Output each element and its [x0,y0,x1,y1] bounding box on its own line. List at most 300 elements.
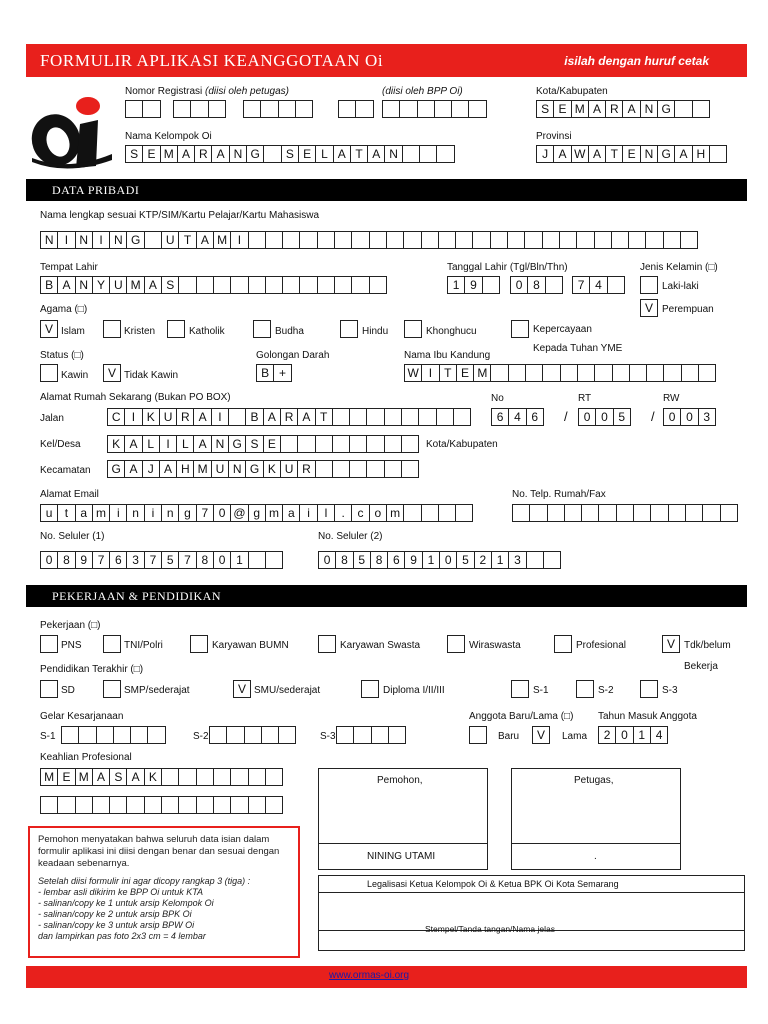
pek-pns-checkbox[interactable] [40,635,58,653]
char-box: R [194,145,212,163]
nama-label: Nama lengkap sesuai KTP/SIM/Kartu Pelajar/Kartu Mahasiswa [40,210,320,221]
reg-boxes-1[interactable] [125,100,160,118]
agama-khonghucu-checkbox[interactable] [404,320,422,338]
char-box [598,504,616,522]
status-tidak-checkbox[interactable]: V [103,364,121,382]
jk-laki-checkbox[interactable] [640,276,658,294]
char-box: 0 [40,551,58,569]
petugas-name: . [594,851,597,862]
char-box [366,460,384,478]
char-box [244,726,262,744]
char-box [702,504,720,522]
char-box: K [142,408,160,426]
char-box [547,504,565,522]
char-box [297,435,315,453]
char-box [709,145,727,163]
char-box: N [640,145,658,163]
char-box: S [161,276,179,294]
char-box [663,364,681,382]
kec-field[interactable] [107,460,418,478]
pek-pns-label: PNS [61,640,82,651]
char-box: G [657,100,675,118]
tempat-field[interactable] [40,276,386,294]
char-box: g [178,504,196,522]
declaration-box [28,826,300,958]
char-box [334,276,352,294]
char-box [576,231,594,249]
email-field[interactable] [40,504,472,522]
reg-boxes-4[interactable] [338,100,373,118]
char-box [681,364,699,382]
char-box [525,364,543,382]
char-box: 1 [422,551,440,569]
char-box: J [536,145,554,163]
char-box [490,364,508,382]
pek-tdk-label: Tdk/belum [684,640,731,651]
reg-boxes-5[interactable] [382,100,486,118]
kota-top-field[interactable] [536,100,709,118]
char-box [280,435,298,453]
form-title: FORMULIR APLIKASI KEANGGOTAAN Oi [40,51,384,70]
char-box: N [109,231,127,249]
char-box [421,504,439,522]
telp-field[interactable] [512,504,737,522]
petugas-line [512,843,680,844]
char-box [278,726,296,744]
char-box [349,460,367,478]
char-box [698,364,716,382]
char-box: 7 [196,504,214,522]
agama-budha-checkbox[interactable] [253,320,271,338]
provinsi-label: Provinsi [536,131,572,142]
char-box: S [536,100,554,118]
char-box [455,231,473,249]
char-box: E [298,145,316,163]
char-box: A [193,435,211,453]
pend-s3-label: S-3 [662,685,678,696]
char-box [351,276,369,294]
char-box: G [126,231,144,249]
char-box [508,364,526,382]
char-box [315,435,333,453]
char-box: C [107,408,125,426]
tgl-month-field[interactable] [510,276,562,294]
char-box: S [125,145,143,163]
stempel-label: Stempel/Tanda tangan/Nama jelas [425,924,555,934]
char-box [178,276,196,294]
goldar-type: B [256,364,274,382]
char-box: Y [92,276,110,294]
agama-kepercayaan-checkbox[interactable] [511,320,529,338]
char-box [388,726,406,744]
char-box [299,231,317,249]
char-box [419,145,437,163]
print-note: isilah dengan huruf cetak [564,54,709,68]
char-box: A [211,145,229,163]
char-box: W [404,364,422,382]
pek-swasta-label: Karyawan Swasta [340,640,421,651]
instr-line-6: dan lampirkan pas foto 2x3 cm = 4 lembar [38,931,206,941]
char-box [353,726,371,744]
pek-swasta-checkbox[interactable] [318,635,336,653]
jalan-field[interactable] [107,408,470,426]
kota-label: Kota/Kabupaten [426,439,498,450]
char-box [113,726,131,744]
char-box: M [193,460,211,478]
char-box [332,408,350,426]
char-box [384,460,402,478]
no-field[interactable] [491,408,543,426]
anggota-baru-label: Baru [498,731,520,742]
char-box [384,435,402,453]
char-box: E [622,145,640,163]
char-box: R [176,408,194,426]
char-box: t [57,504,75,522]
char-box: c [351,504,369,522]
char-box: 0 [213,551,231,569]
pek-bumn-label: Karyawan BUMN [212,640,289,651]
hp1-field[interactable] [40,551,282,569]
char-box [524,231,542,249]
char-box: 8 [57,551,75,569]
reg-boxes-3[interactable] [243,100,312,118]
status-label: Status (□) [40,350,84,361]
char-box [594,231,612,249]
char-box [607,276,625,294]
char-box [126,796,144,814]
char-box [265,796,283,814]
char-box: 7 [144,551,162,569]
char-box: M [126,276,144,294]
char-box [230,768,248,786]
char-box [315,460,333,478]
char-box [282,231,300,249]
agama-katholik-checkbox[interactable] [167,320,185,338]
char-box: A [622,100,640,118]
char-box [75,796,93,814]
char-box: 1 [230,551,248,569]
char-box [92,796,110,814]
char-box: 2 [474,551,492,569]
char-box: 0 [663,408,681,426]
char-box: 0 [318,551,336,569]
char-box: 5 [161,551,179,569]
instr-line-4: - salinan/copy ke 2 untuk arsip BPK Oi [38,909,192,919]
char-box: I [159,435,177,453]
char-box: E [142,145,160,163]
char-box: J [142,460,160,478]
slash-2: / [651,409,655,424]
char-box [559,231,577,249]
pend-smu-checkbox[interactable]: V [233,680,251,698]
char-box [213,768,231,786]
tgl-year-field[interactable] [572,276,624,294]
char-box [351,231,369,249]
char-box: a [282,504,300,522]
no-label: No [491,393,504,404]
pend-diploma-checkbox[interactable] [361,680,379,698]
char-box: A [193,408,211,426]
char-box: 6 [526,408,544,426]
char-box: I [57,231,75,249]
char-box: n [126,504,144,522]
goldar-label: Golongan Darah [256,350,330,361]
char-box: 9 [404,551,422,569]
instr-line-5: - salinan/copy ke 3 untuk arsip BPW Oi [38,920,195,930]
char-box: M [571,100,589,118]
char-box [577,364,595,382]
pek-wiraswasta-checkbox[interactable] [447,635,465,653]
char-box [144,796,162,814]
rw-field[interactable] [663,408,715,426]
anggota-baru-checkbox[interactable] [469,726,487,744]
char-box [581,504,599,522]
jk-perempuan-checkbox[interactable]: V [640,299,658,317]
char-box: m [386,504,404,522]
char-box [261,726,279,744]
char-box [545,276,563,294]
gelar-s1-field[interactable] [61,726,165,744]
telp-label: No. Telp. Rumah/Fax [512,489,606,500]
pend-s2-checkbox[interactable] [576,680,594,698]
char-box: G [657,145,675,163]
char-box [663,231,681,249]
char-box: l [317,504,335,522]
char-box: m [265,504,283,522]
char-box [230,276,248,294]
char-box [209,726,227,744]
ibu-label: Nama Ibu Kandung [404,350,491,361]
char-box [61,726,79,744]
char-box [650,504,668,522]
char-box [248,551,266,569]
char-box: A [92,768,110,786]
instr-line-3: - salinan/copy ke 1 untuk arsip Kelompok Oi [38,898,214,908]
gelar-s3-label: S-3 [320,731,336,742]
char-box: A [177,145,195,163]
anggota-lama-checkbox[interactable]: V [532,726,550,744]
char-box: n [161,504,179,522]
char-box [196,796,214,814]
char-box [248,768,266,786]
agama-islam-label: Islam [61,326,85,337]
pend-smp-label: SMP/sederajat [124,685,190,696]
char-box: 6 [491,408,509,426]
char-box [512,504,530,522]
char-box: N [229,145,247,163]
goldar-field[interactable] [256,364,291,382]
pend-smu-label: SMU/sederajat [254,685,321,696]
char-box [226,726,244,744]
char-box: K [144,768,162,786]
pend-sd-label: SD [61,685,75,696]
char-box [228,408,246,426]
gelar-s2-field[interactable] [209,726,295,744]
nama-field[interactable] [40,231,697,249]
char-box [336,726,354,744]
char-box [403,231,421,249]
char-box: 2 [598,726,616,744]
pek-profesional-checkbox[interactable] [554,635,572,653]
char-box: I [230,231,248,249]
char-box: N [40,231,58,249]
footer-url[interactable]: www.ormas-oi.org [329,970,410,981]
char-box: T [315,408,333,426]
char-box: K [107,435,125,453]
goldar-rhesus: + [273,364,291,382]
char-box: 9 [464,276,482,294]
agama-hindu-checkbox[interactable] [340,320,358,338]
char-box: G [228,435,246,453]
char-box [57,796,75,814]
char-box [230,796,248,814]
tgl-day-field[interactable] [447,276,499,294]
oi-logo [28,92,114,172]
char-box: L [142,435,160,453]
jk-label: Jenis Kelamin (□) [640,262,718,273]
pend-smp-checkbox[interactable] [103,680,121,698]
reg-label: Nomor Registrasi [125,86,203,97]
provinsi-field[interactable] [536,145,726,163]
anggota-lama-label: Lama [562,731,588,742]
agama-kepercayaan-label: Kepercayaan [533,324,592,335]
pek-tdk-checkbox[interactable]: V [662,635,680,653]
char-box: E [553,100,571,118]
char-box [317,231,335,249]
email-label: Alamat Email [40,489,99,500]
gelar-s3-field[interactable] [336,726,405,744]
char-box: 0 [213,504,231,522]
char-box: L [176,435,194,453]
pend-s3-checkbox[interactable] [640,680,658,698]
char-box [371,726,389,744]
char-box: A [124,435,142,453]
char-box: G [245,460,263,478]
char-box: M [160,145,178,163]
status-kawin-checkbox[interactable] [40,364,58,382]
char-box: 1 [447,276,465,294]
char-box [529,504,547,522]
char-box: 9 [75,551,93,569]
ibu-field[interactable] [404,364,715,382]
char-box [560,364,578,382]
char-box: G [107,460,125,478]
char-box [594,364,612,382]
char-box [436,145,454,163]
reg-note-petugas: (diisi oleh petugas) [205,86,289,97]
char-box [213,796,231,814]
kec-label: Kecamatan [40,465,91,476]
char-box [248,231,266,249]
char-box: G [246,145,264,163]
char-box: 4 [508,408,526,426]
char-box: 0 [615,726,633,744]
anggota-label: Anggota Baru/Lama (□) [469,711,574,722]
section-pekerjaan: PEKERJAAN & PENDIDIKAN [26,585,747,607]
char-box: U [109,276,127,294]
tahun-label: Tahun Masuk Anggota [598,711,697,722]
pek-bumn-checkbox[interactable] [190,635,208,653]
char-box [147,726,165,744]
char-box: a [75,504,93,522]
agama-kristen-label: Kristen [124,326,156,337]
char-box: K [263,460,281,478]
agama-kristen-checkbox[interactable] [103,320,121,338]
legalisasi-line [319,892,744,893]
pend-sd-checkbox[interactable] [40,680,58,698]
char-box [366,435,384,453]
char-box: 0 [595,408,613,426]
pemohon-name: NINING UTAMI [367,851,436,862]
char-box [490,231,508,249]
hp2-field[interactable] [318,551,560,569]
tahun-field[interactable] [598,726,667,744]
slash-1: / [564,409,568,424]
char-box [542,231,560,249]
char-box [161,768,179,786]
char-box [332,460,350,478]
char-box [453,408,471,426]
agama-label: Agama (□) [40,304,88,315]
char-box: 7 [572,276,590,294]
footer-bar [26,966,747,988]
char-box: 8 [527,276,545,294]
char-box: R [605,100,623,118]
char-box: A [588,145,606,163]
char-box [668,504,686,522]
legalisasi-label: Legalisasi Ketua Kelompok Oi & Ketua BPK Oi Kota Semarang [367,879,619,889]
char-box: E [456,364,474,382]
char-box: u [40,504,58,522]
char-box [144,231,162,249]
agama-islam-checkbox[interactable]: V [40,320,58,338]
char-box: 3 [698,408,716,426]
section-data-pribadi: DATA PRIBADI [26,179,747,201]
char-box: L [315,145,333,163]
char-box [299,276,317,294]
declaration-text: Pemohon menyatakan bahwa seluruh data isian dalam formulir aplikasi ini diisi dengan benar dan sesuai dengan keadaan sebenarnya. [38,834,280,869]
char-box [265,768,283,786]
char-box: N [384,145,402,163]
keahlian-field-2[interactable] [40,796,282,814]
char-box [507,231,525,249]
kel-field[interactable] [107,435,418,453]
char-box: i [109,504,127,522]
char-box: H [176,460,194,478]
kelompok-label: Nama Kelompok Oi [125,131,212,142]
rt-field[interactable] [578,408,630,426]
char-box: A [57,276,75,294]
status-tidak-label: Tidak Kawin [124,370,179,381]
keahlian-field-1[interactable] [40,768,282,786]
kelompok-field[interactable] [125,145,454,163]
char-box [438,504,456,522]
char-box: 0 [680,408,698,426]
char-box: W [571,145,589,163]
char-box [263,145,281,163]
char-box [366,408,384,426]
char-box: 0 [510,276,528,294]
agama-kepercayaan-label-2: Kepada Tuhan YME [533,343,623,354]
pek-tni-checkbox[interactable] [103,635,121,653]
pend-s1-checkbox[interactable] [511,680,529,698]
tgl-label: Tanggal Lahir (Tgl/Bln/Thn) [447,262,568,273]
char-box [629,364,647,382]
char-box: U [161,231,179,249]
char-box: M [40,768,58,786]
char-box [349,408,367,426]
reg-boxes-2[interactable] [173,100,225,118]
